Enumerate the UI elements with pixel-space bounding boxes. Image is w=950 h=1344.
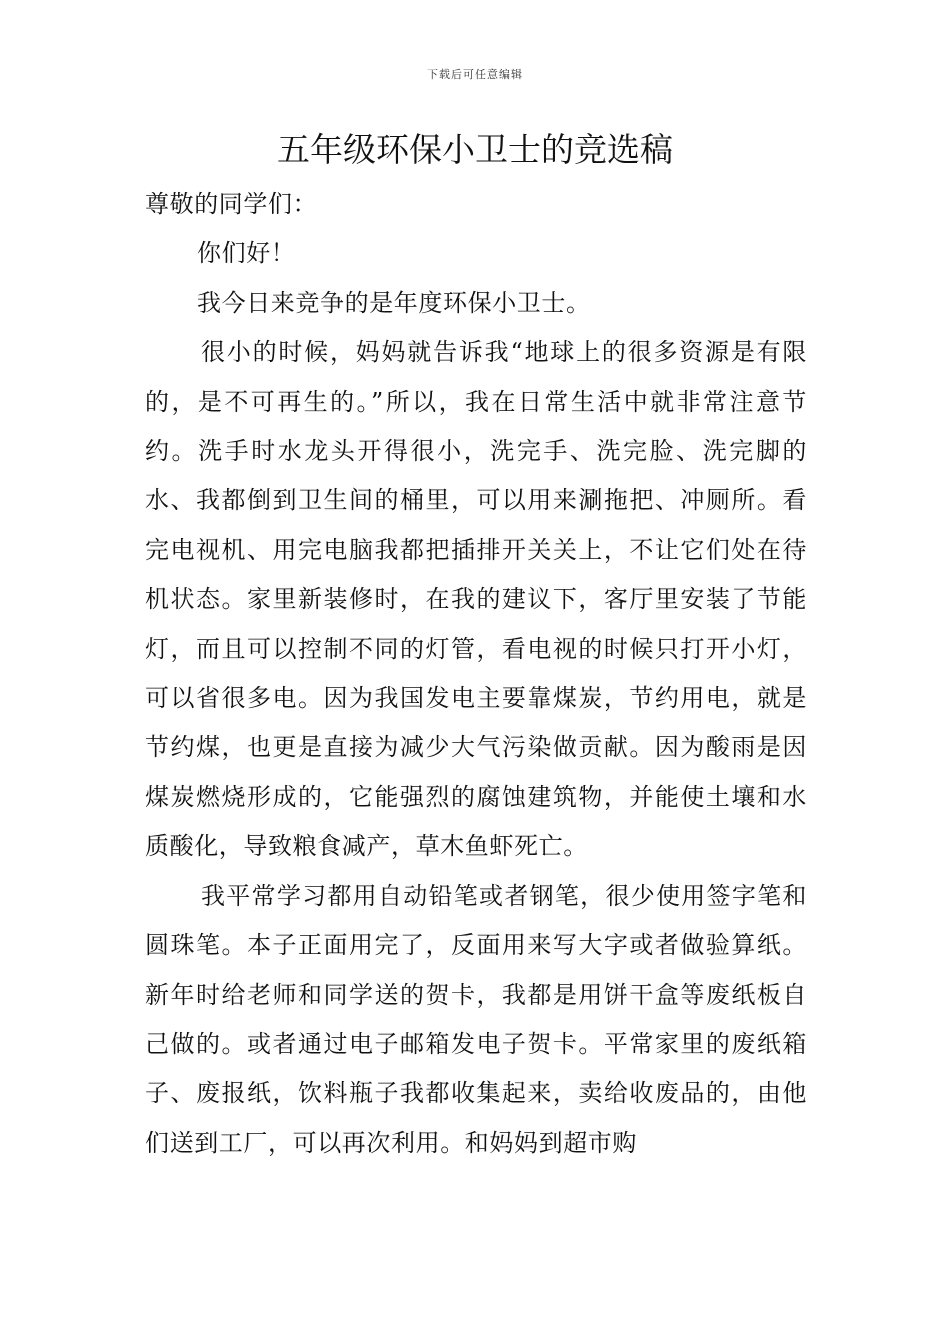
intro-paragraph: 我今日来竞争的是年度环保小卫士。 — [197, 288, 591, 317]
document-title: 五年级环保小卫士的竞选稿 — [277, 130, 673, 169]
header-note: 下载后可任意编辑 — [427, 68, 523, 81]
salutation: 尊敬的同学们： — [145, 190, 318, 218]
paragraph-2: 我平常学习都用自动铅笔或者钢笔，很少使用签字笔和圆珠笔。本子正面用完了，反面用来写大字或者做验算纸。新年时给老师和同学送的贺卡，我都是用饼干盒等废纸板自己做的。或者通过电子邮箱发电子贺卡。平常家里的废纸箱子、废报纸，饮料瓶子我都收集起来，卖给收废品的，由他们送到工厂，可以再次利用。和妈妈到超市购 — [145, 881, 807, 1157]
document-body — [145, 180, 807, 1168]
paragraph-1: 很小的时候，妈妈就告诉我“地球上的很多资源是有限的，是不可再生的。”所以，我在日常生活中就非常注意节约。洗手时水龙头开得很小，洗完手、洗完脸、洗完脚的水、我都倒到卫生间的桶里，可以用来涮拖把、冲厕所。看完电视机、用完电脑我都把插排开关关上，不让它们处在待机状态。家里新装修时，在我的建议下，客厅里安装了节能灯，而且可以控制不同的灯管，看电视的时候只打开小灯，可以省很多电。因为我国发电主要靠煤炭，节约用电，就是节约煤，也更是直接为减少大气污染做贡献。因为酸雨是因煤炭燃烧形成的，它能强烈的腐蚀建筑物，并能使土壤和水质酸化，导致粮食减产，草木鱼虾死亡。 — [145, 338, 807, 861]
greeting: 你们好！ — [197, 239, 296, 268]
